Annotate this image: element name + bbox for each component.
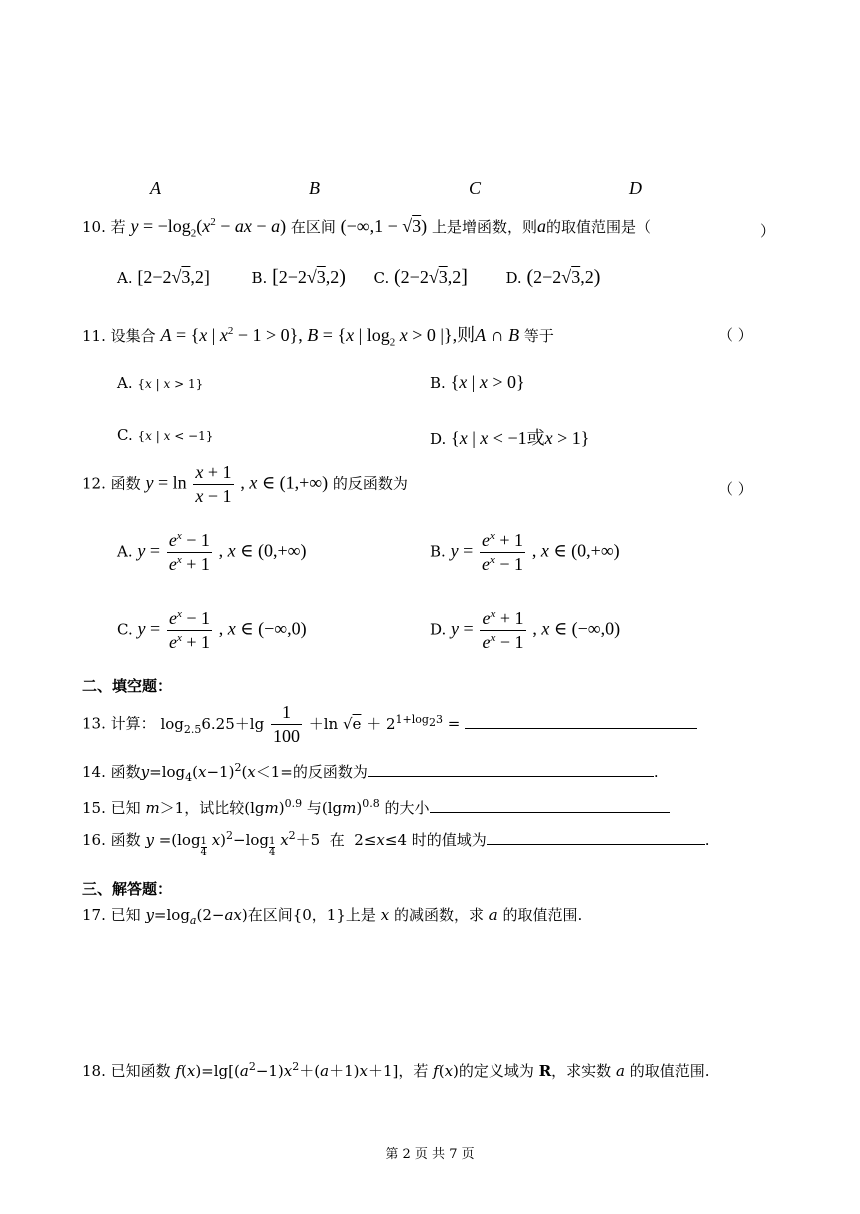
header-letter-c: C [469,178,482,198]
answer-paren: （ ） [718,326,753,344]
q12-option-a: A. y = $\frac{e^x - 1}{e^x + 1}$ , x ∈ (0,+∞) [117,530,307,574]
q12-option-c: C. y = $\frac{e^x - 1}{e^x + 1}$ , x ∈ (−∞,0) [117,608,307,652]
answer-blank[interactable] [430,796,670,813]
header-letter-b: B [309,178,320,198]
q12-option-b: B. y = $\frac{e^x + 1}{e^x - 1}$ , x ∈ (0,+∞) [430,530,620,574]
question-10: 10. 若 $y = -\log_2(x^2$ − ax − a) 在区间 (−∞,1 − √3) 上是增函数，则a的取值范围是（ [82,216,651,240]
answer-blank[interactable] [368,760,654,777]
q11-option-d: D. {x | x < −1或x > 1} [430,428,590,448]
q11-option-c: C. {x | x < −1} [117,426,214,444]
question-11: 11. 设集合 A = {x | $x^2 - 1 > 0$}, B = {x | $\log_2 x > 0$ |},则A ∩ B 等于 [82,325,554,349]
answer-paren: （ ） [718,480,753,498]
answer-blank[interactable] [487,828,705,845]
question-15: 15. 已知 m＞1，试比较$(\lg m)^{0.9}$ 与$(\lg m)^{0.8}$ 的大小 [82,796,670,818]
section-solutions: 三、解答题： [82,880,173,898]
q10-options: A. [2−2√3,2] B. [2−2√3,2) C. (2−2√3,2] D. (2−2√3,2) [117,266,601,288]
header-letter-a: A [150,178,161,198]
section-fill-blank: 二、填空题： [82,677,173,695]
question-number: 10. [82,218,106,236]
page-footer: 第 2 页 共 7 页 [385,1147,475,1162]
q11-option-a: A. {x | x > 1} [117,374,204,392]
answer-blank[interactable] [465,712,697,729]
question-16: 16. 函数 y =(log $\frac{1}{4}$ x)$^2$−log $\frac{1}{4}$ $x^2+5$ 在 2≤x≤4 时的值域为 . [82,829,710,858]
question-13: 13. 计算： $\log_{2.5}6.25+\lg$ $\frac{1}{100}$ ＋ln $√e + 2^{1+log_23}$ = [82,702,697,747]
header-letter-d: D [629,178,642,198]
q11-option-b: B. {x | x > 0} [430,372,525,392]
q12-option-d: D. y = $\frac{e^x + 1}{e^x - 1}$ , x ∈ (−∞,0) [430,608,621,652]
answer-paren-close: ） [760,222,776,240]
question-14: 14. 函数$y=\log_4(x-1)^2(x<1=$的反函数为 . [82,761,659,784]
question-18: 18. 已知函数 $f(x)=\lg[(a^2-1)x^2+(a+1)x+1]$，若 f(x)的定义域为 R，求实数 a 的取值范围. [82,1060,710,1080]
question-12: 12. 函数 y = ln $\frac{x + 1}{x - 1}$ , x ∈ (1,+∞) 的反函数为 [82,462,408,506]
question-17: 17. 已知 $y=\log_a(2-ax)$在区间{0，1}上是 x 的减函数，求 a 的取值范围. [82,906,583,927]
